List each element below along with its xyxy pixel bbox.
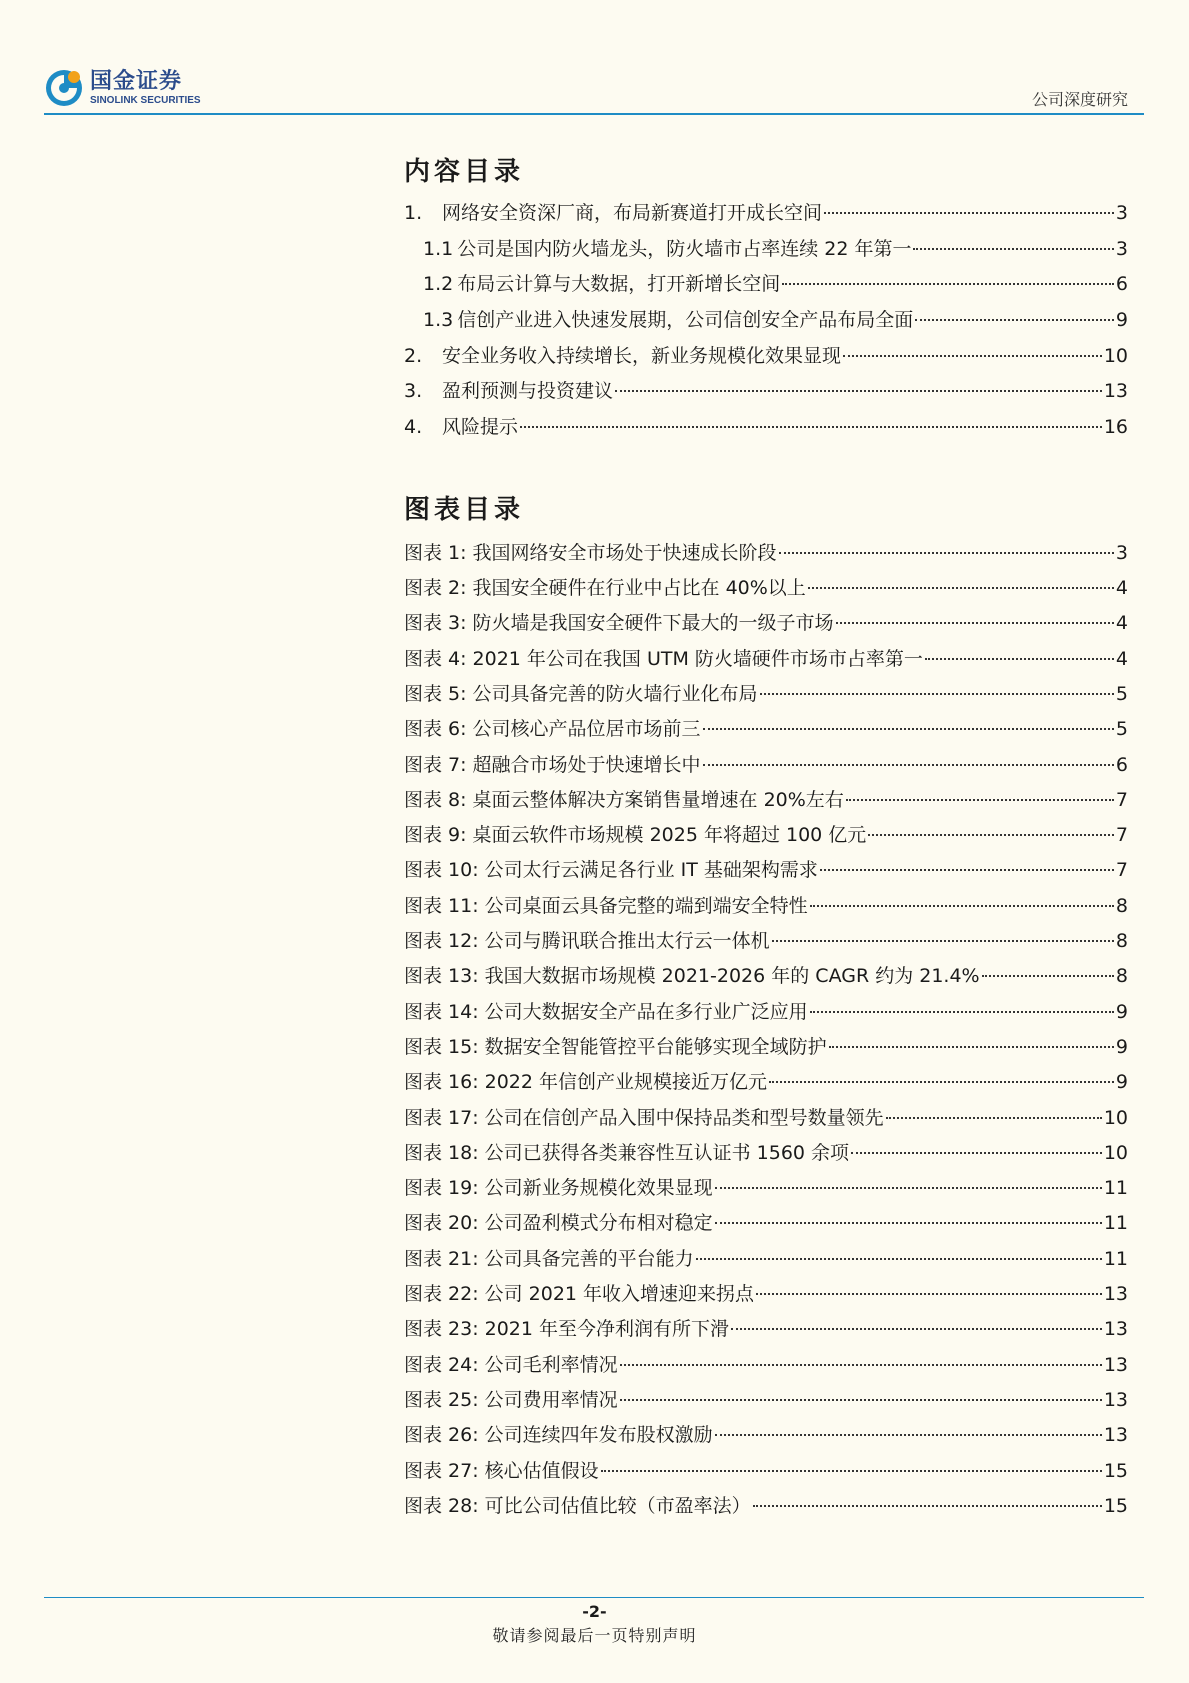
figure-entry-page: 8 bbox=[1115, 965, 1128, 988]
figure-entry[interactable] bbox=[404, 924, 1128, 959]
dot-leader bbox=[620, 1364, 1102, 1366]
figure-entry-title: 2021 年公司在我国 UTM 防火墙硬件市场市占率第一 bbox=[472, 647, 923, 670]
toc-list bbox=[404, 196, 1128, 446]
toc-entry-page: 3 bbox=[1115, 237, 1128, 260]
figure-entry-number: 图表 16: bbox=[404, 1071, 479, 1094]
dot-leader bbox=[715, 1222, 1102, 1224]
toc-entry-number: 1.3 bbox=[423, 309, 454, 332]
figure-entry-number: 图表 9: bbox=[404, 824, 467, 847]
dot-leader bbox=[836, 622, 1114, 624]
toc-entry-page: 16 bbox=[1103, 416, 1128, 439]
toc-entry-number: 2. bbox=[404, 344, 423, 367]
figure-entry[interactable] bbox=[404, 1454, 1128, 1489]
figure-entry[interactable] bbox=[404, 642, 1128, 677]
toc-entry-title: 盈利预测与投资建议 bbox=[442, 380, 614, 403]
toc-entry[interactable] bbox=[404, 410, 1128, 446]
figure-entry-page: 6 bbox=[1115, 753, 1128, 776]
dot-leader bbox=[913, 248, 1113, 250]
dot-leader bbox=[703, 764, 1114, 766]
figure-entry-title: 2022 年信创产业规模接近万亿元 bbox=[484, 1071, 768, 1094]
toc-entry-number: 4. bbox=[404, 416, 423, 439]
figures-heading: 图表目录 bbox=[404, 494, 525, 525]
figure-entry-page: 4 bbox=[1115, 577, 1128, 600]
figure-entry[interactable] bbox=[404, 1065, 1128, 1100]
toc-heading: 内容目录 bbox=[404, 157, 525, 187]
toc-entry-page: 10 bbox=[1103, 344, 1128, 367]
figure-entry[interactable] bbox=[404, 677, 1128, 712]
figure-entry-page: 13 bbox=[1103, 1353, 1128, 1376]
logo-mark-icon bbox=[44, 68, 84, 108]
figure-entry-number: 图表 10: bbox=[404, 859, 479, 882]
figure-entry-number: 图表 15: bbox=[404, 1035, 479, 1058]
header-divider bbox=[44, 113, 1144, 115]
figure-entry-page: 4 bbox=[1115, 612, 1128, 635]
figure-entry-page: 13 bbox=[1103, 1318, 1128, 1341]
figure-entry-number: 图表 1: bbox=[404, 541, 467, 564]
dot-leader bbox=[810, 1011, 1114, 1013]
figure-entry-title: 桌面云软件市场规模 2025 年将超过 100 亿元 bbox=[472, 824, 867, 847]
figure-entry-title: 我国安全硬件在行业中占比在 40%以上 bbox=[472, 577, 806, 600]
toc-entry-title: 安全业务收入持续增长，新业务规模化效果显现 bbox=[442, 344, 842, 367]
figure-entry-title: 防火墙是我国安全硬件下最大的一级子市场 bbox=[472, 612, 834, 635]
figure-entry[interactable] bbox=[404, 1489, 1128, 1524]
figure-entry-number: 图表 27: bbox=[404, 1459, 479, 1482]
figure-entry-page: 15 bbox=[1103, 1459, 1128, 1482]
dot-leader bbox=[756, 1293, 1102, 1295]
toc-entry-title: 公司是国内防火墙龙头，防火墙市占率连续 22 年第一 bbox=[457, 237, 912, 260]
figure-entry-title: 公司太行云满足各行业 IT 基础架构需求 bbox=[484, 859, 818, 882]
figure-entry-title: 公司与腾讯联合推出太行云一体机 bbox=[484, 930, 770, 953]
dot-leader bbox=[753, 1505, 1102, 1507]
figure-entry-page: 9 bbox=[1115, 1035, 1128, 1058]
figure-entry[interactable] bbox=[404, 1030, 1128, 1065]
figure-entry-title: 可比公司估值比较（市盈率法） bbox=[484, 1494, 751, 1517]
figure-entry-page: 4 bbox=[1115, 647, 1128, 670]
dot-leader bbox=[703, 728, 1114, 730]
figure-entry-number: 图表 3: bbox=[404, 612, 467, 635]
footer-divider bbox=[44, 1597, 1144, 1598]
document-type-label: 公司深度研究 bbox=[1031, 90, 1128, 109]
dot-leader bbox=[715, 1434, 1102, 1436]
dot-leader bbox=[982, 975, 1114, 977]
figure-entry-number: 图表 23: bbox=[404, 1318, 479, 1341]
figure-entry-title: 公司在信创产品入围中保持品类和型号数量领先 bbox=[484, 1106, 884, 1129]
toc-entry-page: 13 bbox=[1103, 380, 1128, 403]
dot-leader bbox=[779, 552, 1114, 554]
figure-entry-number: 图表 21: bbox=[404, 1247, 479, 1270]
figure-entry[interactable] bbox=[404, 1101, 1128, 1136]
figure-entry-page: 13 bbox=[1103, 1424, 1128, 1447]
figure-entry-page: 7 bbox=[1115, 859, 1128, 882]
dot-leader bbox=[851, 1152, 1102, 1154]
figure-entry-number: 图表 6: bbox=[404, 718, 467, 741]
figure-entry-number: 图表 14: bbox=[404, 1000, 479, 1023]
figure-entry[interactable] bbox=[404, 1242, 1128, 1277]
toc-entry-number: 1. bbox=[404, 202, 423, 224]
figure-entry[interactable] bbox=[404, 748, 1128, 783]
figure-entry[interactable] bbox=[404, 995, 1128, 1030]
figure-entry-number: 图表 25: bbox=[404, 1388, 479, 1411]
toc-entry[interactable] bbox=[404, 267, 1128, 303]
figure-entry[interactable] bbox=[404, 606, 1128, 641]
figure-entry[interactable] bbox=[404, 1206, 1128, 1241]
toc-entry-number: 1.2 bbox=[423, 273, 454, 296]
figure-entry-page: 10 bbox=[1103, 1141, 1128, 1164]
dot-leader bbox=[810, 905, 1114, 907]
figure-entry-title: 公司新业务规模化效果显现 bbox=[484, 1177, 713, 1200]
figure-entry-page: 5 bbox=[1115, 683, 1128, 705]
toc-entry[interactable] bbox=[404, 374, 1128, 410]
dot-leader bbox=[696, 1258, 1102, 1260]
figure-entry[interactable] bbox=[404, 1277, 1128, 1312]
dot-leader bbox=[731, 1328, 1102, 1330]
dot-leader bbox=[925, 658, 1114, 660]
company-logo bbox=[44, 68, 201, 108]
figure-entry[interactable] bbox=[404, 1348, 1128, 1383]
figure-entry[interactable] bbox=[404, 1171, 1128, 1206]
logo-english-name: SINOLINK SECURITIES bbox=[90, 94, 201, 106]
figure-entry-page: 11 bbox=[1103, 1247, 1128, 1270]
toc-entry[interactable] bbox=[404, 196, 1128, 232]
figure-entry-number: 图表 22: bbox=[404, 1283, 479, 1306]
dot-leader bbox=[601, 1470, 1102, 1472]
figure-entry[interactable] bbox=[404, 571, 1128, 606]
figure-entry-number: 图表 28: bbox=[404, 1494, 479, 1517]
figure-entry-title: 超融合市场处于快速增长中 bbox=[472, 753, 701, 776]
figure-entry-page: 7 bbox=[1115, 824, 1128, 847]
figure-entry[interactable] bbox=[404, 853, 1128, 888]
figure-entry-title: 公司具备完善的平台能力 bbox=[484, 1247, 694, 1270]
dot-leader bbox=[520, 426, 1102, 428]
figure-entry[interactable] bbox=[404, 889, 1128, 924]
figure-entry-number: 图表 12: bbox=[404, 930, 479, 953]
figure-entry-page: 9 bbox=[1115, 1071, 1128, 1094]
figure-entry-number: 图表 24: bbox=[404, 1353, 479, 1376]
figure-entry-title: 公司盈利模式分布相对稳定 bbox=[484, 1212, 713, 1235]
figure-entry-title: 核心估值假设 bbox=[484, 1459, 599, 1482]
dot-leader bbox=[615, 390, 1102, 392]
toc-entry[interactable] bbox=[404, 339, 1128, 375]
dot-leader bbox=[886, 1117, 1102, 1119]
dot-leader bbox=[829, 1046, 1114, 1048]
figure-entry-title: 公司大数据安全产品在多行业广泛应用 bbox=[484, 1000, 808, 1023]
figure-entry-page: 5 bbox=[1115, 718, 1128, 741]
figure-entry-number: 图表 4: bbox=[404, 647, 467, 670]
figure-entry-number: 图表 17: bbox=[404, 1106, 479, 1129]
dot-leader bbox=[772, 940, 1114, 942]
figure-entry-title: 公司连续四年发布股权激励 bbox=[484, 1424, 713, 1447]
figure-entry-page: 9 bbox=[1115, 1000, 1128, 1023]
toc-entry[interactable] bbox=[404, 303, 1128, 339]
figure-entry[interactable] bbox=[404, 712, 1128, 747]
dot-leader bbox=[824, 212, 1114, 214]
page-number: -2- bbox=[582, 1602, 607, 1621]
figure-entry-title: 公司具备完善的防火墙行业化布局 bbox=[472, 683, 758, 705]
figure-entry[interactable] bbox=[404, 1383, 1128, 1418]
figure-entry[interactable] bbox=[404, 959, 1128, 994]
figure-entry[interactable] bbox=[404, 1136, 1128, 1171]
dot-leader bbox=[769, 1081, 1114, 1083]
figure-entry-title: 公司核心产品位居市场前三 bbox=[472, 718, 701, 741]
figure-entry-title: 2021 年至今净利润有所下滑 bbox=[484, 1318, 730, 1341]
figure-entry-page: 11 bbox=[1103, 1212, 1128, 1235]
toc-entry[interactable] bbox=[404, 232, 1128, 268]
figure-entry[interactable] bbox=[404, 1418, 1128, 1453]
figure-entry-title: 公司已获得各类兼容性互认证书 1560 余项 bbox=[484, 1141, 850, 1164]
figure-entry-page: 8 bbox=[1115, 894, 1128, 917]
figure-entry-page: 3 bbox=[1115, 541, 1128, 564]
figure-entry-page: 11 bbox=[1103, 1177, 1128, 1200]
figure-entry[interactable] bbox=[404, 536, 1128, 571]
dot-leader bbox=[620, 1399, 1102, 1401]
page-header bbox=[44, 62, 1144, 114]
figure-entry-number: 图表 11: bbox=[404, 894, 479, 917]
toc-entry-number: 1.1 bbox=[423, 237, 454, 260]
toc-entry-number: 3. bbox=[404, 380, 423, 403]
toc-entry-title: 布局云计算与大数据，打开新增长空间 bbox=[457, 273, 781, 296]
dot-leader bbox=[820, 869, 1114, 871]
figure-entry-page: 7 bbox=[1115, 788, 1128, 811]
dot-leader bbox=[808, 587, 1114, 589]
dot-leader bbox=[782, 283, 1114, 285]
logo-chinese-name: 国金证券 bbox=[90, 68, 183, 94]
figure-entry-title: 公司桌面云具备完整的端到端安全特性 bbox=[484, 894, 808, 917]
dot-leader bbox=[843, 355, 1102, 357]
figure-entry-number: 图表 18: bbox=[404, 1141, 479, 1164]
toc-entry-page: 3 bbox=[1115, 202, 1128, 224]
figure-entry-number: 图表 19: bbox=[404, 1177, 479, 1200]
figure-entry-number: 图表 26: bbox=[404, 1424, 479, 1447]
figure-entry-title: 公司毛利率情况 bbox=[484, 1353, 618, 1376]
figure-entry-number: 图表 20: bbox=[404, 1212, 479, 1235]
figure-entry-page: 13 bbox=[1103, 1388, 1128, 1411]
figure-entry-page: 10 bbox=[1103, 1106, 1128, 1129]
figure-entry-title: 公司 2021 年收入增速迎来拐点 bbox=[484, 1283, 755, 1306]
dot-leader bbox=[760, 693, 1114, 695]
toc-entry-title: 风险提示 bbox=[442, 416, 519, 439]
figure-entry[interactable] bbox=[404, 818, 1128, 853]
figure-entry-number: 图表 5: bbox=[404, 683, 467, 705]
figure-entry-title: 数据安全智能管控平台能够实现全域防护 bbox=[484, 1035, 827, 1058]
figure-entry[interactable] bbox=[404, 1312, 1128, 1347]
figure-entry[interactable] bbox=[404, 783, 1128, 818]
toc-entry-page: 9 bbox=[1115, 309, 1128, 332]
main-content bbox=[404, 152, 1128, 1524]
figure-entry-number: 图表 2: bbox=[404, 577, 467, 600]
figure-entry-title: 桌面云整体解决方案销售量增速在 20%左右 bbox=[472, 788, 844, 811]
figure-list bbox=[404, 536, 1128, 1524]
toc-entry-title: 网络安全资深厂商，布局新赛道打开成长空间 bbox=[442, 202, 823, 224]
disclaimer-note: 敬请参阅最后一页特别声明 bbox=[492, 1626, 697, 1645]
figure-entry-title: 我国网络安全市场处于快速成长阶段 bbox=[472, 541, 777, 564]
dot-leader bbox=[715, 1187, 1102, 1189]
figure-entry-title: 我国大数据市场规模 2021-2026 年的 CAGR 约为 21.4% bbox=[484, 965, 980, 988]
figure-entry-number: 图表 8: bbox=[404, 788, 467, 811]
dot-leader bbox=[915, 319, 1114, 321]
dot-leader bbox=[868, 834, 1114, 836]
toc-entry-title: 信创产业进入快速发展期，公司信创安全产品布局全面 bbox=[457, 309, 914, 332]
figure-entry-number: 图表 13: bbox=[404, 965, 479, 988]
dot-leader bbox=[846, 799, 1114, 801]
toc-entry-page: 6 bbox=[1115, 273, 1128, 296]
figure-entry-page: 8 bbox=[1115, 930, 1128, 953]
figure-entry-title: 公司费用率情况 bbox=[484, 1388, 618, 1411]
figure-entry-page: 13 bbox=[1103, 1283, 1128, 1306]
figure-entry-page: 15 bbox=[1103, 1494, 1128, 1517]
figure-entry-number: 图表 7: bbox=[404, 753, 467, 776]
